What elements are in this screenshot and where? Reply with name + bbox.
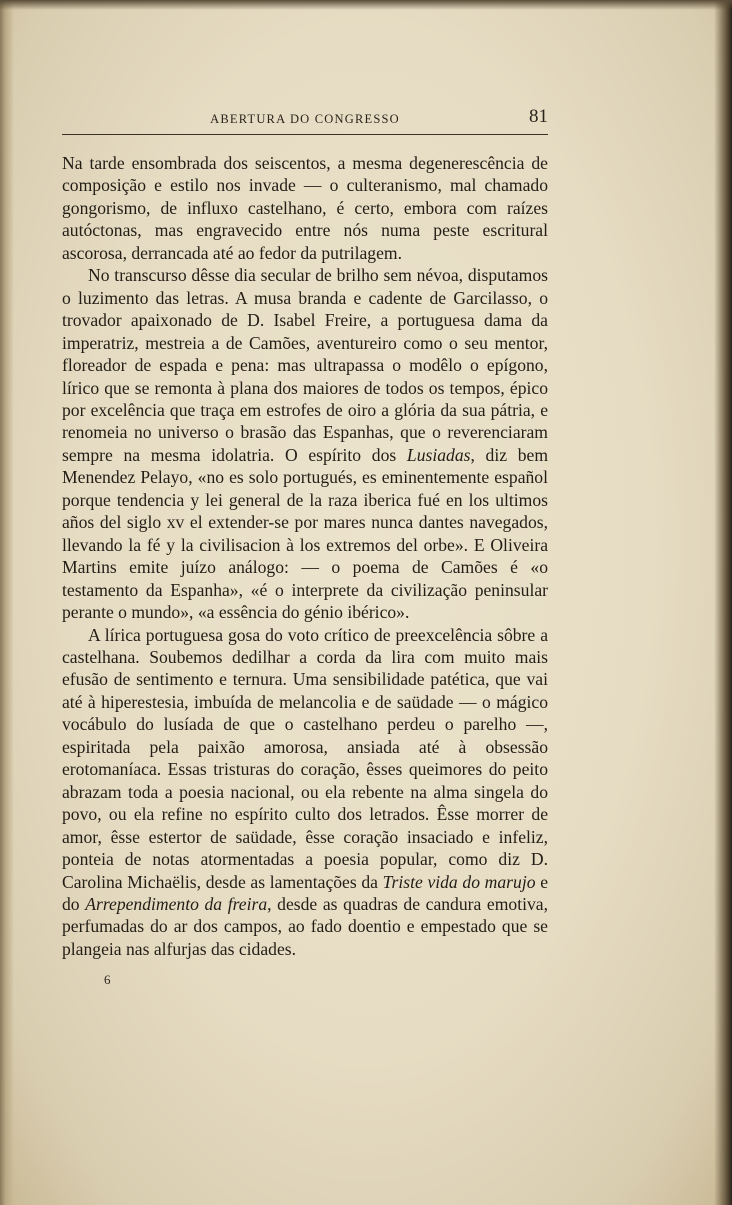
title-triste-vida: Triste vida do marujo <box>382 871 536 892</box>
paragraph-2-text-b: , diz bem Menendez Pelayo, «no es solo portugués, es eminentemente español porque tendencia y lei general de la raza iberica fué en los ultimos años del siglo xv el extender-se por mares nunca dantes navegados, llevando la fé y la civilisacion à los extremos del orbe». E Oliveira Martins emite juízo análogo: — o poema de Camões é «o testamento da Espanha», «é o interprete da civilização peninsular perante o mundo», «a essência do génio ibérico». <box>62 444 548 623</box>
title-arrependimento: Arrependimento da freira <box>85 893 268 914</box>
paragraph-1 <box>62 152 548 264</box>
paragraph-3 <box>62 624 548 961</box>
paragraph-2-text-a: No transcurso dêsse dia secular de brilho sem névoa, disputamos o luzimento das letras. A musa branda e cadente de Garcilasso, o trovador apaixonado de D. Isabel Freire, a portuguesa dama da imperatriz, mestreia a de Camões, aventureiro como o seu mentor, floreador de espada e pena: mas ultrapassa o modêlo o epígono, lírico que se remonta à plana dos maiores de todos os tempos, épico por excelência que traça em estrofes de oiro a glória da sua pátria, e renomeia no universo o brasão das Espanhas, que o reverenciaram sempre na mesma idolatria. O espírito dos <box>62 265 548 465</box>
paragraph-3-text-a: A lírica portuguesa gosa do voto crítico de preexcelência sôbre a castelhana. Soubemos dedilhar a corda da lira com muito mais efusão de sentimento e ternura. Uma sensibilidade patética, que vai até à hiperestesia, imbuída de melancolia e de saüdade — o mágico vocábulo do lusíada de que o castelhano perdeu o parelho —, espiritada pela paixão amorosa, ansiada até à obsessão erotomaníaca. Essas tristuras do coração, êsses queimores do peito abrazam toda a poesia nacional, ou ela rebente na alma singela do povo, ou ela refine no espírito culto dos letrados. Êsse morrer de amor, êsse estertor de saüdade, êsse coração insaciado e infeliz, ponteia de notas atormentadas a poesia popular, como diz D. Carolina Michaëlis, desde as lamentações da <box>62 624 548 892</box>
page-right-edge <box>714 0 732 1205</box>
book-title-lusiadas: Lusiadas <box>406 444 471 465</box>
paragraph-1-text: Na tarde ensombrada dos seiscentos, a mesma degenerescência de composição e estilo nos invade — o culteranismo, mal chamado gongorismo, de influxo castelhano, é certo, embora com raízes autóctonas, mas engravecido entre nós numa peste escritural ascorosa, derrancada até ao fedor da putrilagem. <box>62 153 548 263</box>
page-header <box>62 100 548 135</box>
paragraph-2 <box>62 264 548 623</box>
page-left-edge <box>0 0 14 1205</box>
page-number: 81 <box>529 106 548 127</box>
page-top-edge <box>0 0 732 10</box>
body-text <box>62 152 548 960</box>
running-head: ABERTURA DO CONGRESSO <box>210 112 400 126</box>
signature-mark: 6 <box>104 972 111 987</box>
paragraph-3-text-c: , desde as quadras de candura emotiva, perfumadas do ar dos campos, ao fado doentio e empestado que se plangeia nas alfurjas das cidades. <box>62 893 548 959</box>
paragraph-3-text-b: e do <box>62 871 548 914</box>
